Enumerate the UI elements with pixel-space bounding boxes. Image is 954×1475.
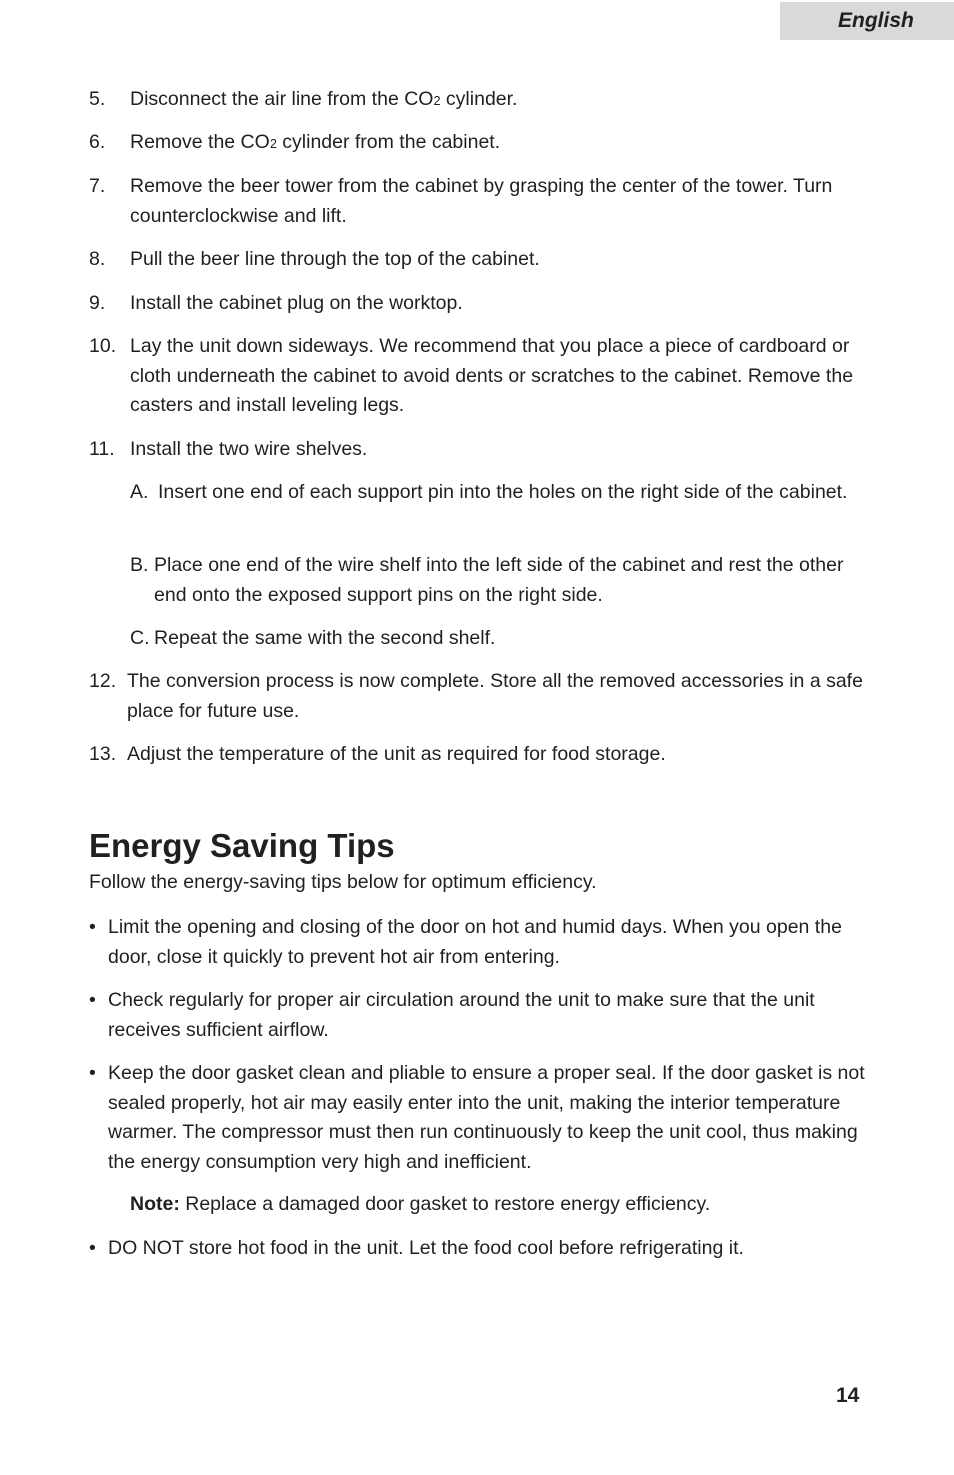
note-label: Note: <box>130 1193 180 1215</box>
tip-item <box>89 1234 879 1264</box>
step-number: 8. <box>89 248 106 270</box>
step-7 <box>89 172 869 231</box>
step-text: Adjust the temperature of the unit as required for food storage. <box>127 743 666 765</box>
step-9 <box>89 289 869 319</box>
step-number: 7. <box>89 175 106 197</box>
page-number: 14 <box>836 1384 860 1407</box>
step-text: Pull the beer line through the top of the cabinet. <box>130 248 540 270</box>
substep-c <box>130 624 850 654</box>
step-6 <box>89 128 869 160</box>
tip-text: Check regularly for proper air circulation around the unit to make sure that the unit receives sufficient airflow. <box>108 989 815 1041</box>
substep-a <box>130 478 850 508</box>
step-number: 13. <box>89 743 117 765</box>
tip-item <box>89 913 879 972</box>
substep-text: Place one end of the wire shelf into the left side of the cabinet and rest the other end onto the exposed support pins on the right side. <box>154 554 844 606</box>
bullet: • <box>89 989 96 1011</box>
bullet: • <box>89 1237 96 1259</box>
tip-text: Keep the door gasket clean and pliable to ensure a proper seal. If the door gasket is not sealed properly, hot air may easily enter into the unit, making the interior temperature warmer. The compressor must then run continuously to keep the unit cool, thus making the energy consumption very high and inefficient. <box>108 1062 865 1173</box>
step-number: 10. <box>89 335 117 357</box>
step-text: Remove the CO2 cylinder from the cabinet. <box>130 131 501 153</box>
step-text: Disconnect the air line from the CO2 cylinder. <box>130 88 518 110</box>
step-10 <box>89 332 869 421</box>
tip-item <box>89 986 879 1045</box>
section-title: Energy Saving Tips <box>89 827 395 864</box>
step-12 <box>89 667 869 726</box>
step-13 <box>89 740 869 770</box>
note-text: Replace a damaged door gasket to restore energy efficiency. <box>179 1193 711 1215</box>
note <box>130 1190 710 1220</box>
bullet: • <box>89 916 96 938</box>
step-5 <box>89 85 869 117</box>
tip-item <box>89 1059 879 1177</box>
step-11 <box>89 435 869 465</box>
substep-letter: A. <box>130 481 149 503</box>
substep-letter: C. <box>130 627 150 649</box>
step-number: 5. <box>89 88 106 110</box>
step-text: Install the cabinet plug on the worktop. <box>130 292 463 314</box>
step-text: Install the two wire shelves. <box>130 438 368 460</box>
step-number: 9. <box>89 292 106 314</box>
substep-text: Insert one end of each support pin into the holes on the right side of the cabinet. <box>158 481 848 503</box>
step-number: 6. <box>89 131 106 153</box>
section-intro: Follow the energy-saving tips below for optimum efficiency. <box>89 871 597 893</box>
step-text: The conversion process is now complete. Store all the removed accessories in a safe place for future use. <box>127 670 863 722</box>
step-number: 11. <box>89 438 115 460</box>
substep-b <box>130 551 850 610</box>
tip-text: Limit the opening and closing of the door on hot and humid days. When you open the door, close it quickly to prevent hot air from entering. <box>108 916 842 968</box>
language-tab: English <box>780 2 954 40</box>
step-text: Lay the unit down sideways. We recommend that you place a piece of cardboard or cloth underneath the cabinet to avoid dents or scratches to the cabinet. Remove the casters and install leveling legs. <box>130 335 854 416</box>
step-text: Remove the beer tower from the cabinet by grasping the center of the tower. Turn counterclockwise and lift. <box>130 175 833 227</box>
substep-letter: B. <box>130 554 149 576</box>
step-8 <box>89 245 869 275</box>
step-number: 12. <box>89 670 117 692</box>
tip-text: DO NOT store hot food in the unit. Let the food cool before refrigerating it. <box>108 1237 744 1259</box>
substep-text: Repeat the same with the second shelf. <box>154 627 496 649</box>
bullet: • <box>89 1062 96 1084</box>
